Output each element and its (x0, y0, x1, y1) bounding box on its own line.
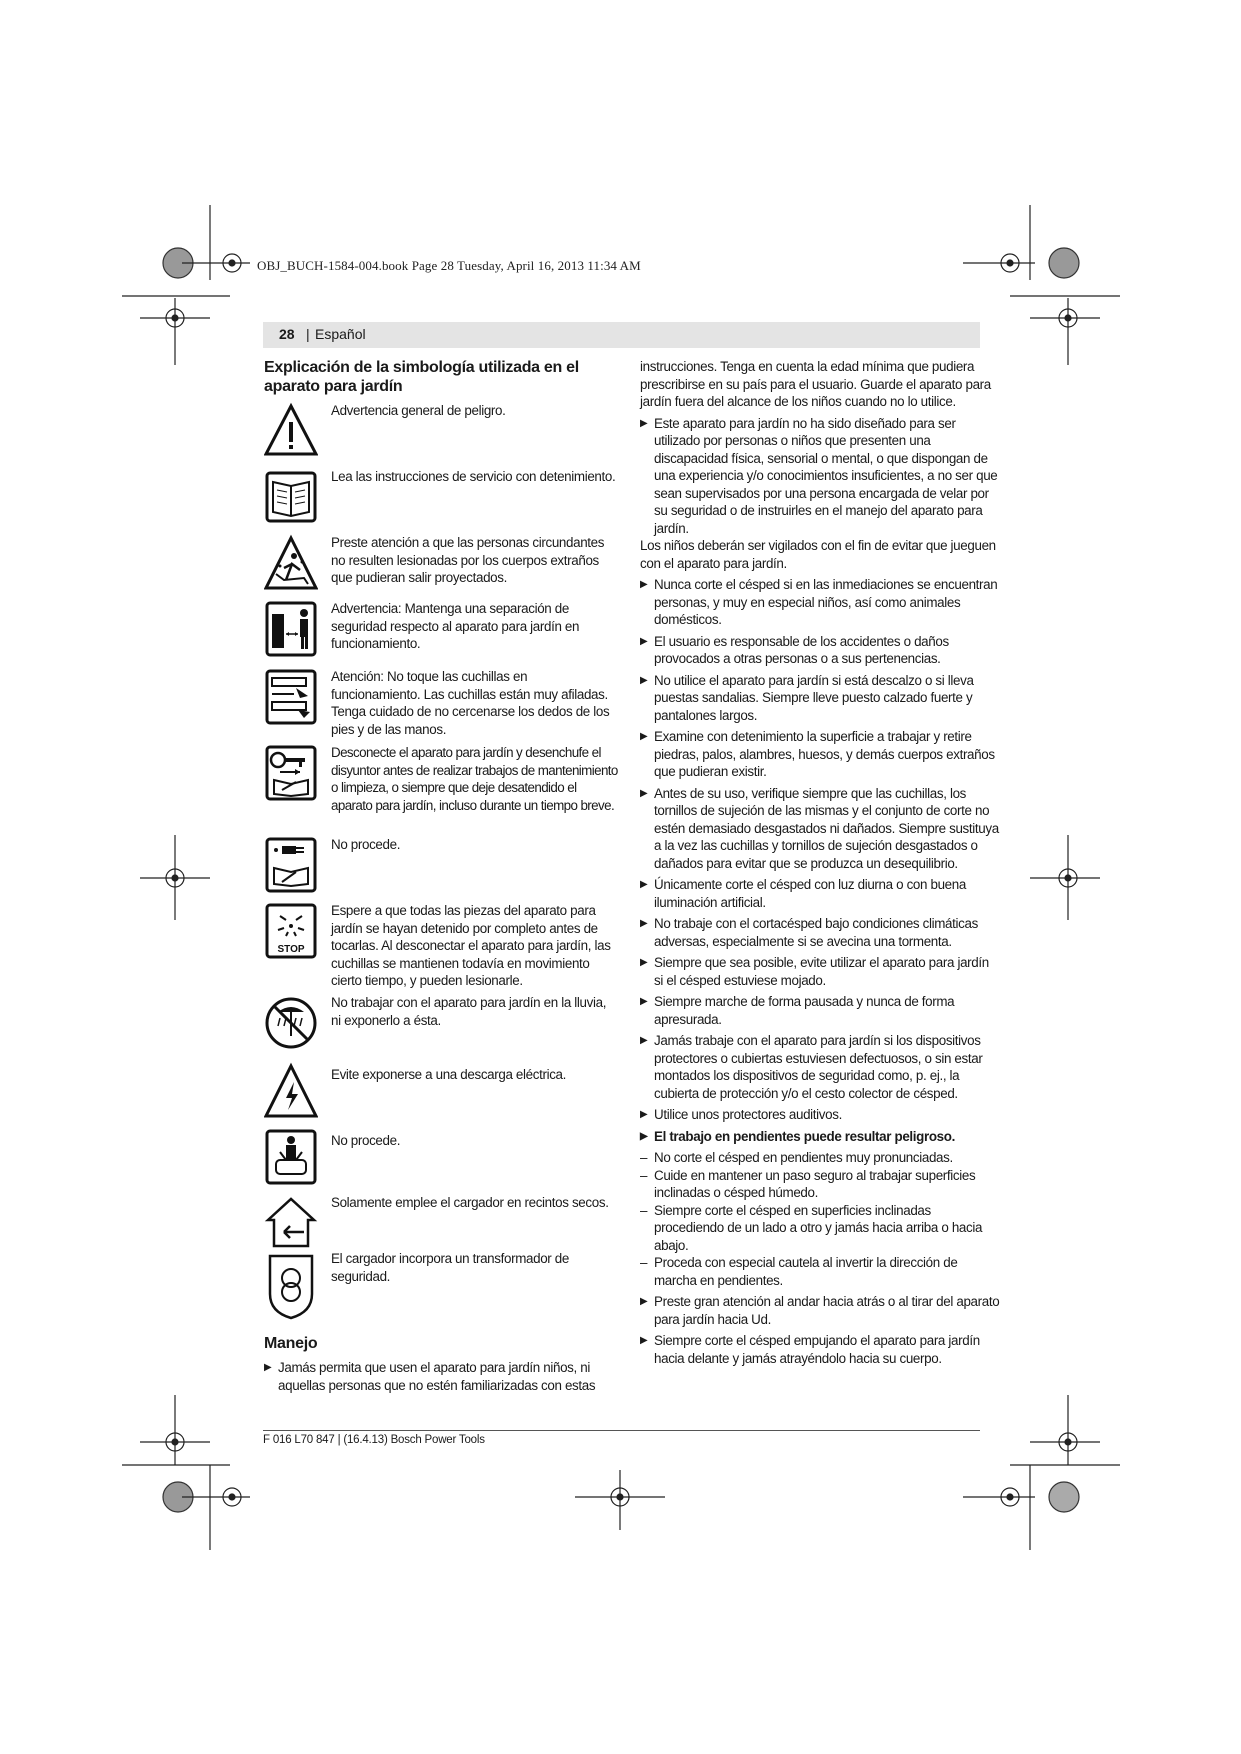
bullet-triangle-icon: ▶ (640, 1296, 648, 1307)
bullet-triangle-icon: ▶ (640, 879, 648, 890)
indoor-use-icon (264, 1194, 318, 1252)
symbol-row (264, 468, 618, 534)
list-item (640, 415, 1000, 573)
continuation-text: instrucciones. Tenga en cuenta la edad mínima que pudiera prescribirse en su país para el usuario. Guarde el aparato para jardín fuera del alcance de los niños cuando no lo utilice. (640, 359, 991, 409)
bullet-triangle-icon: ▶ (640, 918, 648, 929)
instruction-book-icon (264, 468, 318, 526)
bullet-triangle-icon: ▶ (640, 1035, 648, 1046)
symbol-row (264, 994, 618, 1062)
header-language: Español (315, 326, 366, 342)
symbol-text: Atención: No toque las cuchillas en funcionamiento. Las cuchillas están muy afiladas. Tenga cuidado de no cercenarse los dedos de los pies y de las manos. (331, 669, 610, 737)
symbol-row (264, 600, 618, 668)
bullet-triangle-icon: ▶ (640, 417, 648, 429)
wait-stop-icon (264, 902, 318, 960)
symbol-text: Solamente emplee el cargador en recintos secos. (331, 1195, 609, 1210)
dash-item: – No corte el césped en pendientes muy pronunciadas. (640, 1150, 953, 1165)
bullet-text: Antes de su uso, verifique siempre que las cuchillas, los tornillos de sujeción de las mismas y el conjunto de corte no estén demasiado desgastados ni dañados. Siempre sustituya a la vez las cuchillas y tornillos de sujeción desgastados o dañados para evitar que se produzca un desequilibrio. (654, 785, 999, 871)
bullet-triangle-icon: ▶ (640, 674, 648, 686)
electric-shock-icon (264, 1062, 318, 1120)
list-item (640, 1332, 1000, 1367)
right-column (640, 358, 1000, 1371)
bullet-text: Utilice unos protectores auditivos. (654, 1107, 842, 1122)
bullet-text: No trabaje con el cortacésped bajo condiciones climáticas adversas, especialmente si se avecina una tormenta. (654, 916, 978, 949)
sharp-blades-icon (264, 668, 318, 726)
left-column (264, 358, 618, 1398)
bullet-text: Preste gran atención al andar hacia atrás o al tirar del aparato para jardín hacia Ud. (654, 1294, 1000, 1327)
dash-item: – Proceda con especial cautela al invertir la dirección de marcha en pendientes. (640, 1255, 958, 1288)
bullet-text: Nunca corte el césped si en las inmediaciones se encuentran personas, y muy en especial niños, así como animales domésticos. (654, 577, 998, 627)
symbol-row (264, 902, 618, 994)
symbol-row (264, 744, 618, 836)
svg-text:STOP: STOP (277, 944, 305, 955)
symbol-row (264, 534, 618, 600)
symbol-text: Lea las instrucciones de servicio con detenimiento. (331, 469, 616, 484)
list-item (640, 954, 1000, 989)
list-item (640, 1032, 1000, 1102)
list-item (640, 728, 1000, 781)
list-item (640, 1106, 1000, 1124)
dash-text: Cuide en mantener un paso seguro al trabajar superficies inclinadas o césped húmedo. (654, 1167, 976, 1200)
symbol-row (264, 1062, 618, 1128)
symbol-text: Advertencia general de peligro. (331, 403, 506, 418)
bullet-text: El usuario es responsable de los accidentes o daños provocados a otras personas o a sus pertenencias. (654, 633, 949, 666)
bullet-text: Siempre marche de forma pausada y nunca de forma apresurada. (654, 994, 955, 1027)
symbol-text: Desconecte el aparato para jardín y desenchufe el disyuntor antes de realizar trabajos de mantenimiento o limpieza, o siempre que deje desatendido el aparato para jardín, incluso durante un tiempo breve. (331, 745, 618, 813)
symbol-row (264, 1128, 618, 1194)
symbol-row (264, 836, 618, 902)
disconnect-plug-icon (264, 836, 318, 894)
list-item (640, 785, 1000, 873)
list-item (640, 915, 1000, 950)
bullet-extra-text: Los niños deberán ser vigilados con el fin de evitar que jueguen con el aparato para jardín. (640, 538, 996, 571)
bullet-triangle-icon: ▶ (640, 1130, 648, 1142)
bullet-text: Este aparato para jardín no ha sido diseñado para ser utilizado por personas o niños que presenten una discapacidad física, sensorial o mental, o que dispongan de una experiencia y/o conocimientos insuficientes, a no ser que sean supervisados por una persona encargada de velar por su seguridad o de instruirles en el manejo del aparato para jardín. (654, 415, 998, 536)
section-title-manejo: Manejo (264, 1335, 318, 1352)
symbol-text: No procede. (331, 837, 401, 852)
symbol-text: No trabajar con el aparato para jardín en la lluvia, ni exponerlo a ésta. (331, 995, 607, 1028)
symbol-row (264, 668, 618, 744)
symbol-row (264, 1250, 618, 1330)
list-item (640, 993, 1000, 1028)
bullet-text: Siempre que sea posible, evite utilizar el aparato para jardín si el césped estuviese mojado. (654, 955, 989, 988)
flying-debris-icon (264, 534, 318, 592)
symbol-text: El cargador incorpora un transformador de seguridad. (331, 1251, 569, 1284)
page-number: 28 (279, 326, 295, 342)
symbol-row (264, 1194, 618, 1250)
bullet-triangle-icon: ▶ (640, 579, 648, 590)
dash-text: Proceda con especial cautela al invertir la dirección de marcha en pendientes. (654, 1255, 958, 1288)
footer-rule (263, 1430, 980, 1431)
symbol-text: Preste atención a que las personas circundantes no resulten lesionadas por los cuerpos extraños que pudieran salir proyectados. (331, 535, 605, 585)
symbol-text: Advertencia: Mantenga una separación de seguridad respecto al aparato para jardín en funcionamiento. (331, 601, 580, 651)
bullet-triangle-icon: ▶ (264, 1362, 272, 1373)
bullet-triangle-icon: ▶ (640, 731, 648, 742)
symbol-text: No procede. (331, 1133, 401, 1148)
list-item (640, 876, 1000, 911)
symbol-text: Evite exponerse a una descarga eléctrica. (331, 1067, 567, 1082)
bullet-text: Examine con detenimiento la superficie a trabajar y retire piedras, palos, alambres, huesos, y demás cuerpos extraños que pudieran existir. (654, 729, 995, 779)
bullet-triangle-icon: ▶ (640, 787, 648, 799)
list-item (640, 1293, 1000, 1328)
page-header (263, 322, 980, 348)
footer-text: F 016 L70 847 | (16.4.13) Bosch Power Tools (263, 1434, 485, 1446)
dash-text: No corte el césped en pendientes muy pronunciadas. (654, 1150, 953, 1165)
safety-distance-icon (264, 600, 318, 658)
symbols-title: Explicación de la simbología utilizada en el aparato para jardín (264, 359, 579, 395)
list-item-slope-warning (640, 1128, 1000, 1146)
operator-position-icon (264, 1128, 318, 1186)
bullet-triangle-icon: ▶ (640, 996, 648, 1007)
list-item (264, 1359, 618, 1394)
book-info-line: OBJ_BUCH-1584-004.book Page 28 Tuesday, April 16, 2013 11:34 AM (257, 258, 641, 273)
bullet-triangle-icon: ▶ (640, 1335, 648, 1346)
safety-transformer-icon (264, 1250, 318, 1322)
disconnect-key-icon (264, 744, 318, 802)
dash-item: – Cuide en mantener un paso seguro al trabajar superficies inclinadas o césped húmedo. (640, 1167, 976, 1200)
bullet-text: Jamás trabaje con el aparato para jardín si los dispositivos protectores o cubiertas estuviesen defectuosos, o sin estar montados los dispositivos de seguridad como, p. ej., la cubierta de protección y/o el cesto colector de césped. (654, 1033, 983, 1101)
dash-item: – Siempre corte el césped en superficies inclinadas procediendo de un lado a otro y jamás hacia arriba o hacia abajo. (640, 1202, 983, 1253)
list-item (640, 633, 1000, 668)
dash-text: Siempre corte el césped en superficies inclinadas procediendo de un lado a otro y jamás hacia arriba o hacia abajo. (654, 1202, 983, 1253)
bullet-triangle-icon: ▶ (640, 957, 648, 968)
warning-triangle-icon (264, 402, 318, 460)
list-item (640, 576, 1000, 629)
bullet-text: No utilice el aparato para jardín si está descalzo o si lleva puestas sandalias. Siempre lleve puesto calzado fuerte y pantalones largos. (654, 672, 974, 723)
bullet-text: Jamás permita que usen el aparato para jardín niños, ni aquellas personas que no estén familiarizadas con estas (278, 1360, 596, 1393)
no-rain-icon (264, 994, 318, 1052)
bullet-triangle-icon: ▶ (640, 635, 648, 647)
bullet-triangle-icon: ▶ (640, 1109, 648, 1120)
symbol-row (264, 402, 618, 468)
bullet-text: Siempre corte el césped empujando el aparato para jardín hacia delante y jamás atrayéndolo hacia su cuerpo. (654, 1333, 980, 1366)
slope-heading: El trabajo en pendientes puede resultar peligroso. (654, 1128, 955, 1144)
list-item (640, 672, 1000, 725)
header-separator: | (306, 326, 310, 342)
bullet-text: Únicamente corte el césped con luz diurna o con buena iluminación artificial. (654, 877, 966, 910)
symbol-text: Espere a que todas las piezas del aparato para jardín se hayan detenido por completo antes de tocarlas. Al desconectar el aparato para jardín, las cuchillas se mantienen todavía en movimiento cierto tiempo, y pueden lesionarle. (331, 903, 611, 988)
